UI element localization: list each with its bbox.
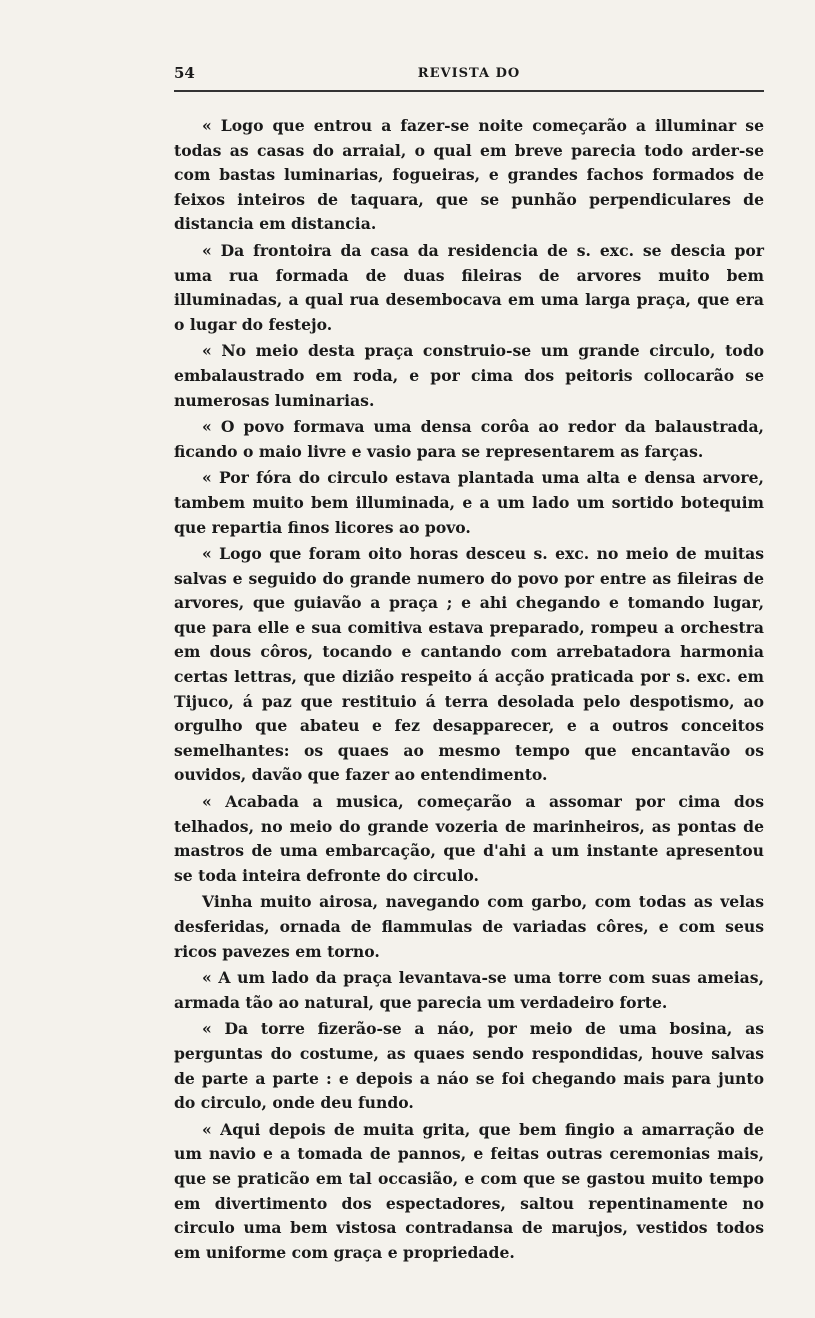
paragraph: « Logo que entrou a fazer-se noite começarão a illuminar se todas as casas do arraial, o qual em breve parecia todo arder-se com bastas luminarias, fogueiras, e grandes fachos formados de feixos inteiros de taquara, que se punhão perpendiculares de distancia em distancia.	[174, 116, 764, 234]
paragraph: « O povo formava uma densa corôa ao redor da balaustrada, ficando o maio livre e vasio para se representarem as farças.	[174, 417, 764, 461]
paragraph: Vinha muito airosa, navegando com garbo, com todas as velas desferidas, ornada de flammulas de variadas côres, e com seus ricos pavezes em torno.	[174, 892, 764, 961]
paragraph: « No meio desta praça construio-se um grande circulo, todo embalaustrado em roda, e por cima dos peitoris collocarão se numerosas luminarias.	[174, 341, 764, 410]
paragraph: « Acabada a musica, começarão a assomar por cima dos telhados, no meio do grande vozeria de marinheiros, as pontas de mastros de uma embarcação, que d'ahi a um instante apresentou se toda inteira defronte do circulo.	[174, 792, 764, 885]
header-rule	[174, 90, 764, 92]
paragraph: « Logo que foram oito horas desceu s. exc. no meio de muitas salvas e seguido do grande numero do povo por entre as fileiras de arvores, que guiavão a praça ; e ahi chegando e tomando lugar, que para elle e sua comitiva estava preparado, rompeu a orchestra em dous côros, tocando e cantando com arrebatadora harmonia certas lettras, que dizião respeito á acção praticada por s. exc. em Tijuco, á paz que restituio á terra desolada pelo despotismo, ao orgulho que abateu e fez desapparecer, e a outros conceitos semelhantes: os quaes ao mesmo tempo que encantavão os ouvidos, davão que fazer ao entendimento.	[174, 544, 764, 785]
running-head: REVISTA DO	[417, 66, 521, 81]
paragraph: « Por fóra do circulo estava plantada uma alta e densa arvore, tambem muito bem illuminada, e a um lado um sortido botequim que repartia finos licores ao povo.	[174, 468, 764, 537]
paragraph: « Da torre fizerão-se a náo, por meio de uma bosina, as perguntas do costume, as quaes sendo respondidas, houve salvas de parte a parte : e depois a náo se foi chegando mais para junto do circulo, onde deu fundo.	[174, 1019, 764, 1113]
paragraph: « Da frontoira da casa da residencia de s. exc. se descia por uma rua formada de duas fileiras de arvores muito bem illuminadas, a qual rua desembocava em uma larga praça, que era o lugar do festejo.	[174, 240, 764, 334]
page	[174, 60, 764, 1267]
body-text	[174, 114, 764, 1265]
page-header	[174, 60, 764, 90]
paragraph: « A um lado da praça levantava-se uma torre com suas ameias, armada tão ao natural, que parecia um verdadeiro forte.	[174, 968, 764, 1012]
paragraph: « Aqui depois de muita grita, que bem fingio a amarração de um navio e a tomada de pannos, e feitas outras ceremonias mais, que se praticão em tal occasião, e com que se gastou muito tempo em divertimento dos espectadores, saltou repentinamente no circulo uma bem vistosa contradansa de marujos, vestidos todos em uniforme com graça e propriedade.	[174, 1119, 764, 1262]
page-number: 54	[174, 64, 195, 82]
